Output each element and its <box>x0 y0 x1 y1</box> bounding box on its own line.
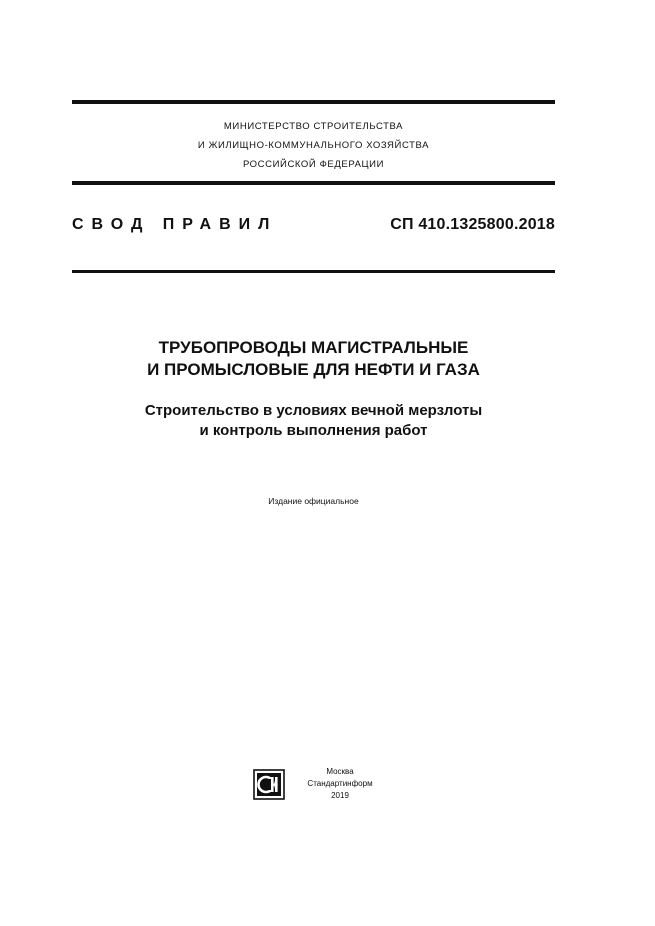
publisher-name: Стандартинформ <box>307 779 373 788</box>
document-code-row <box>72 216 555 240</box>
document-subtitle <box>72 401 555 441</box>
document-title <box>72 337 555 381</box>
title-line: И ПРОМЫСЛОВЫЕ ДЛЯ НЕФТИ И ГАЗА <box>147 360 480 379</box>
imprint <box>295 766 385 802</box>
publisher-block <box>253 766 403 806</box>
ministry-header <box>72 117 555 174</box>
edition-note: Издание официальное <box>268 496 359 506</box>
ministry-line: РОССИЙСКОЙ ФЕДЕРАЦИИ <box>242 159 385 170</box>
document-number: СП 410.1325800.2018 <box>390 216 555 233</box>
title-line: ТРУБОПРОВОДЫ МАГИСТРАЛЬНЫЕ <box>158 338 469 357</box>
standartinform-logo-icon <box>253 769 285 800</box>
publisher-city: Москва <box>326 767 354 776</box>
lower-rule <box>72 270 555 273</box>
subtitle-line: Строительство в условиях вечной мерзлоты <box>144 402 483 419</box>
ministry-line: МИНИСТЕРСТВО СТРОИТЕЛЬСТВА <box>223 121 404 132</box>
document-type-label: СВОД ПРАВИЛ <box>72 216 278 233</box>
publication-year: 2019 <box>331 791 349 800</box>
ministry-line: И ЖИЛИЩНО-КОММУНАЛЬНОГО ХОЗЯЙСТВА <box>197 140 430 151</box>
subtitle-line: и контроль выполнения работ <box>199 422 428 439</box>
middle-rule <box>72 181 555 185</box>
top-rule <box>72 100 555 104</box>
